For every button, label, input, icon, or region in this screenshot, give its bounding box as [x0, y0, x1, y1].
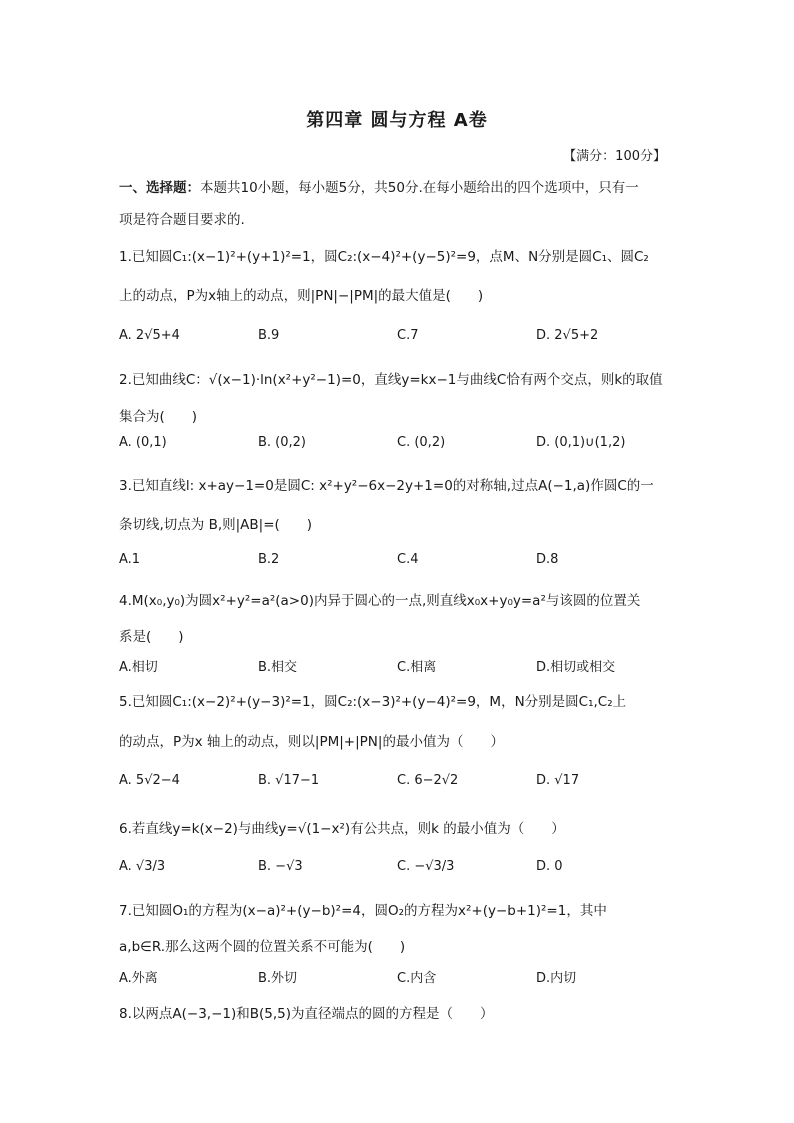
q6-option-a[interactable]: A. √3/3: [119, 859, 166, 874]
q1-option-c[interactable]: C.7: [397, 328, 419, 343]
question-2-line-2: 集合为( ): [119, 409, 198, 425]
section-desc-1: 本题共10小题，每小题5分，共50分.在每小题给出的四个选项中，只有一: [200, 180, 639, 196]
q1-option-d[interactable]: D. 2√5+2: [536, 328, 599, 343]
q5-option-a[interactable]: A. 5√2−4: [119, 773, 180, 788]
q7-option-a[interactable]: A.外离: [119, 971, 158, 986]
q3-option-c[interactable]: C.4: [397, 552, 419, 567]
question-5-line-2: 的动点，P为x 轴上的动点，则以|PM|+|PN|的最小值为（ ）: [119, 734, 504, 750]
q2-option-d[interactable]: D. (0,1)∪(1,2): [536, 435, 626, 450]
question-1-line-2: 上的动点，P为x轴上的动点，则|PN|−|PM|的最大值是( ): [119, 288, 484, 304]
q4-option-c[interactable]: C.相离: [397, 660, 437, 675]
q2-option-a[interactable]: A. (0,1): [119, 435, 167, 450]
q4-option-a[interactable]: A.相切: [119, 660, 158, 675]
question-3-line-2: 条切线,切点为 B,则|AB|=( ): [119, 517, 313, 533]
q3-option-d[interactable]: D.8: [536, 552, 559, 567]
q6-option-c[interactable]: C. −√3/3: [397, 859, 455, 874]
question-4-line-1: 4.M(x₀,y₀)为圆x²+y²=a²(a>0)内异于圆心的一点,则直线x₀x+y₀y=a²与该圆的位置关: [119, 593, 641, 609]
q1-option-a[interactable]: A. 2√5+4: [119, 328, 180, 343]
q6-option-b[interactable]: B. −√3: [258, 859, 303, 874]
q5-option-b[interactable]: B. √17−1: [258, 773, 320, 788]
section-intro-line-1: [119, 176, 639, 196]
q4-option-d[interactable]: D.相切或相交: [536, 660, 616, 675]
q3-option-b[interactable]: B.2: [258, 552, 280, 567]
q6-option-d[interactable]: D. 0: [536, 859, 563, 874]
q2-option-b[interactable]: B. (0,2): [258, 435, 307, 450]
section-desc-2: 项是符合题目要求的.: [119, 212, 245, 228]
q7-option-c[interactable]: C.内含: [397, 971, 437, 986]
question-7-line-2: a,b∈R.那么这两个圆的位置关系不可能为( ): [119, 939, 406, 955]
question-2-line-1: 2.已知曲线C：√(x−1)·ln(x²+y²−1)=0，直线y=kx−1与曲线C恰有两个交点，则k的取值: [119, 372, 663, 388]
q1-option-b[interactable]: B.9: [258, 328, 280, 343]
q4-option-b[interactable]: B.相交: [258, 660, 298, 675]
q5-option-d[interactable]: D. √17: [536, 773, 580, 788]
q3-option-a[interactable]: A.1: [119, 552, 141, 567]
question-3-line-1: 3.已知直线l: x+ay−1=0是圆C: x²+y²−6x−2y+1=0的对称轴,过点A(−1,a)作圆C的一: [119, 478, 654, 494]
question-8-line-1: 8.以两点A(−3,−1)和B(5,5)为直径端点的圆的方程是（ ）: [119, 1006, 494, 1022]
question-4-line-2: 系是( ): [119, 629, 184, 645]
q7-option-d[interactable]: D.内切: [536, 971, 577, 986]
question-1-line-1: 1.已知圆C₁:(x−1)²+(y+1)²=1，圆C₂:(x−4)²+(y−5)²=9，点M、N分别是圆C₁、圆C₂: [119, 249, 649, 265]
q7-option-b[interactable]: B.外切: [258, 971, 298, 986]
question-6-line-1: 6.若直线y=k(x−2)与曲线y=√(1−x²)有公共点，则k 的最小值为（ ）: [119, 821, 565, 837]
score-note: 【满分：100分】: [563, 149, 666, 164]
q2-option-c[interactable]: C. (0,2): [397, 435, 446, 450]
page-title: 第四章 圆与方程 A卷: [306, 110, 488, 131]
section-heading: 一、选择题：: [119, 180, 200, 196]
q5-option-c[interactable]: C. 6−2√2: [397, 773, 459, 788]
question-7-line-1: 7.已知圆O₁的方程为(x−a)²+(y−b)²=4，圆O₂的方程为x²+(y−b+1)²=1，其中: [119, 903, 607, 919]
question-5-line-1: 5.已知圆C₁:(x−2)²+(y−3)²=1，圆C₂:(x−3)²+(y−4)²=9，M，N分别是圆C₁,C₂上: [119, 694, 627, 710]
